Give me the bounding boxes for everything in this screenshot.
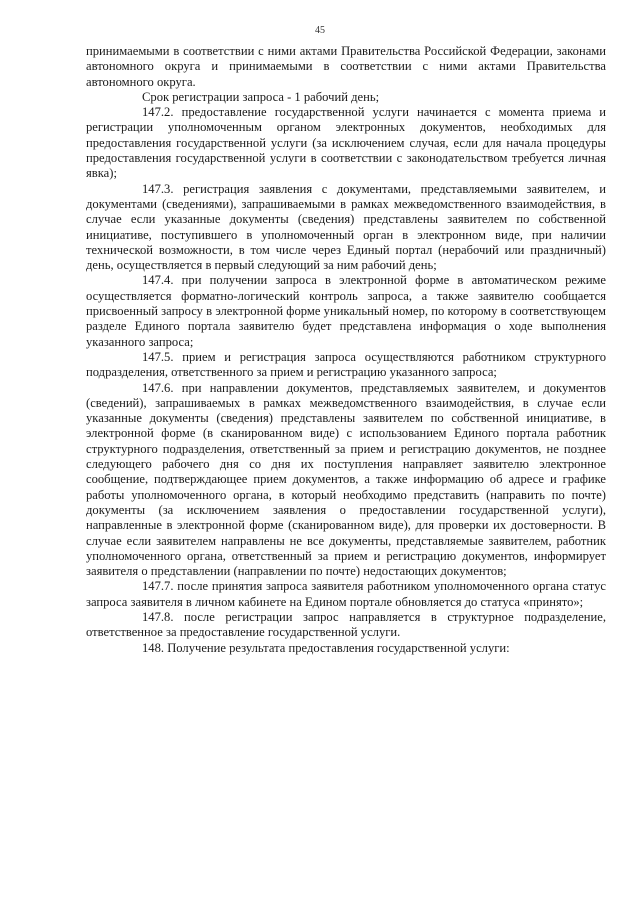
paragraph-147-2: 147.2. предоставление государственной услуги начинается с момента приема и регистрации уполномоченным органом электронных документов, необходимых для предоставления государственной услуги (за исключением случая, если для начала процедуры предоставления государственной услуги в соответствии с законодательством требуется личная явка); <box>86 105 606 181</box>
paragraph-continuation: принимаемыми в соответствии с ними актами Правительства Российской Федерации, законами автономного округа и принимаемыми в соответствии с ними актами Правительства автономного округа. <box>86 44 606 89</box>
paragraph-registration-term: Срок регистрации запроса - 1 рабочий день; <box>142 89 380 104</box>
page-number: 45 <box>315 25 325 36</box>
paragraph-147-6: 147.6. при направлении документов, представляемых заявителем, и документов (сведений), запрашиваемых в рамках межведомственного взаимодействия, в случае если указанные документы (сведения) представлены заявителем по собственной инициативе, в электронной форме (в сканированном виде) с использованием Единого портала работник структурного подразделения, ответственный за прием и регистрацию документов, не позднее следующего рабочего дня со дня их поступления направляет заявителю электронное сообщение, подтверждающее прием документов, а также информацию об адресе и графике работы уполномоченного органа, в который необходимо представить (направить по почте) документы (за исключением заявления о предоставлении государственной услуги), направленные в электронной форме (сканированном виде), для проверки их достоверности. В случае если заявителем направлены не все документы, представляемые заявителем, работник уполномоченного органа, ответственный за прием и регистрацию документов, информирует заявителя о представлении (направлении по почте) недостающих документов; <box>86 380 606 579</box>
paragraph-147-4: 147.4. при получении запроса в электронной форме в автоматическом режиме осуществляется форматно-логический контроль запроса, а также заявителю сообщается присвоенный запросу в электронной форме уникальный номер, по которому в соответствующем разделе Единого портала заявителю будет представлена информация о ходе выполнения указанного запроса; <box>86 273 606 349</box>
paragraph-147-8: 147.8. после регистрации запрос направляется в структурное подразделение, ответственное за предоставление государственной услуги. <box>86 609 606 640</box>
paragraph-147-7: 147.7. после принятия запроса заявителя работником уполномоченного органа статус запроса заявителя в личном кабинете на Едином портале обновляется до статуса «принято»; <box>86 579 606 609</box>
paragraph-147-3: 147.3. регистрация заявления с документами, представляемыми заявителем, и документами (сведениями), запрашиваемыми в рамках межведомственного взаимодействия, в случае если указанные документы (сведения) представлены заявителем по собственной инициативе, поступившего в уполномоченный орган в электронном виде, при наличии технической возможности, в том числе через Единый портал (нерабочий или праздничный) день, осуществляется в первый следующий за ним рабочий день; <box>86 181 606 273</box>
paragraph-147-5: 147.5. прием и регистрация запроса осуществляются работником структурного подразделения, ответственного за прием и регистрацию указанного запроса; <box>86 349 606 380</box>
document-body <box>86 44 606 656</box>
paragraph-148: 148. Получение результата предоставления государственной услуги: <box>142 640 510 655</box>
